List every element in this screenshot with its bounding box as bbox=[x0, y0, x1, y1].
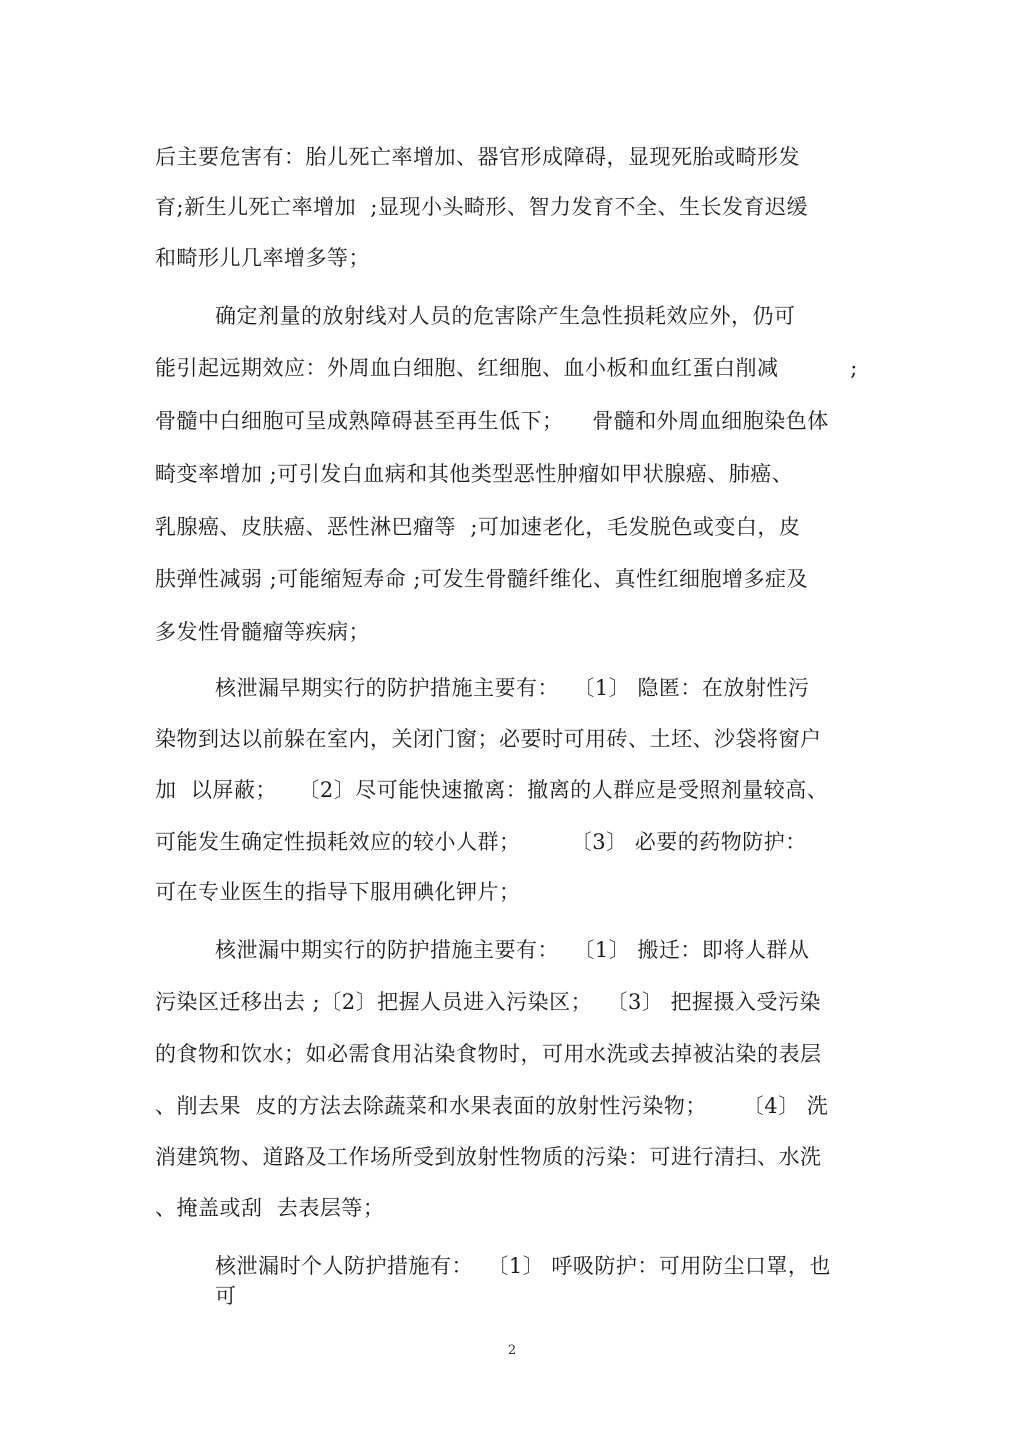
text-line: 消建筑物、道路及工作场所受到放射性物质的污染：可进行清扫、水洗 bbox=[155, 1145, 822, 1169]
text-line: 多发性骨髓瘤等疾病； bbox=[155, 620, 370, 644]
text-line: 染物到达以前躲在室内，关闭门窗；必要时可用砖、土坯、沙袋将窗户 bbox=[155, 727, 822, 751]
text-line: 骨髓中白细胞可呈成熟障碍甚至再生低下； 骨髓和外周血细胞染色体 bbox=[155, 409, 829, 433]
text-line: 能引起远期效应：外周血白细胞、红细胞、血小板和血红蛋白削减 ; bbox=[155, 356, 858, 380]
text-line: 肤弹性减弱 ;可能缩短寿命 ;可发生骨髓纤维化、真性红细胞增多症及 bbox=[155, 567, 808, 591]
text-line: 育;新生儿死亡率增加 ;显现小头畸形、智力发育不全、生长发育迟缓 bbox=[155, 195, 808, 219]
text-line: 乳腺癌、皮肤癌、恶性淋巴瘤等 ;可加速老化，毛发脱色或变白，皮 bbox=[155, 515, 801, 539]
text-line: 可在专业医生的指导下服用碘化钾片； bbox=[155, 880, 521, 904]
text-line: 后主要危害有：胎儿死亡率增加、器官形成障碍，显现死胎或畸形发 bbox=[155, 145, 800, 169]
text-line: 核泄漏中期实行的防护措施主要有： 〔1〕 搬迁：即将人群从 bbox=[215, 938, 810, 962]
text-line: 核泄漏时个人防护措施有： 〔1〕 呼吸防护：可用防尘口罩，也 bbox=[215, 1254, 831, 1278]
text-line: 、掩盖或刮 去表层等； bbox=[155, 1196, 385, 1220]
text-line: 加 以屏蔽； 〔2〕尽可能快速撤离：撤离的人群应是受照剂量较高、 bbox=[155, 778, 829, 802]
text-line: 可 bbox=[215, 1284, 237, 1308]
text-line: 和畸形儿几率增多等； bbox=[155, 246, 370, 270]
text-line: 、削去果 皮的方法去除蔬菜和水果表面的放射性污染物； 〔4〕 洗 bbox=[155, 1094, 829, 1118]
text-line: 可能发生确定性损耗效应的较小人群； 〔3〕 必要的药物防护： bbox=[155, 830, 807, 854]
text-line: 污染区迁移出去 ;〔2〕把握人员进入污染区； 〔3〕 把握摄入受污染 bbox=[155, 990, 821, 1014]
text-line: 畸变率增加 ;可引发白血病和其他类型恶性肿瘤如甲状腺癌、肺癌、 bbox=[155, 462, 794, 486]
page-number: 2 bbox=[507, 1343, 517, 1358]
text-line: 确定剂量的放射线对人员的危害除产生急性损耗效应外，仍可 bbox=[215, 304, 796, 328]
text-line: 核泄漏早期实行的防护措施主要有： 〔1〕 隐匿：在放射性污 bbox=[215, 676, 810, 700]
text-line: 的食物和饮水；如必需食用沾染食物时，可用水洗或去掉被沾染的表层 bbox=[155, 1042, 822, 1066]
